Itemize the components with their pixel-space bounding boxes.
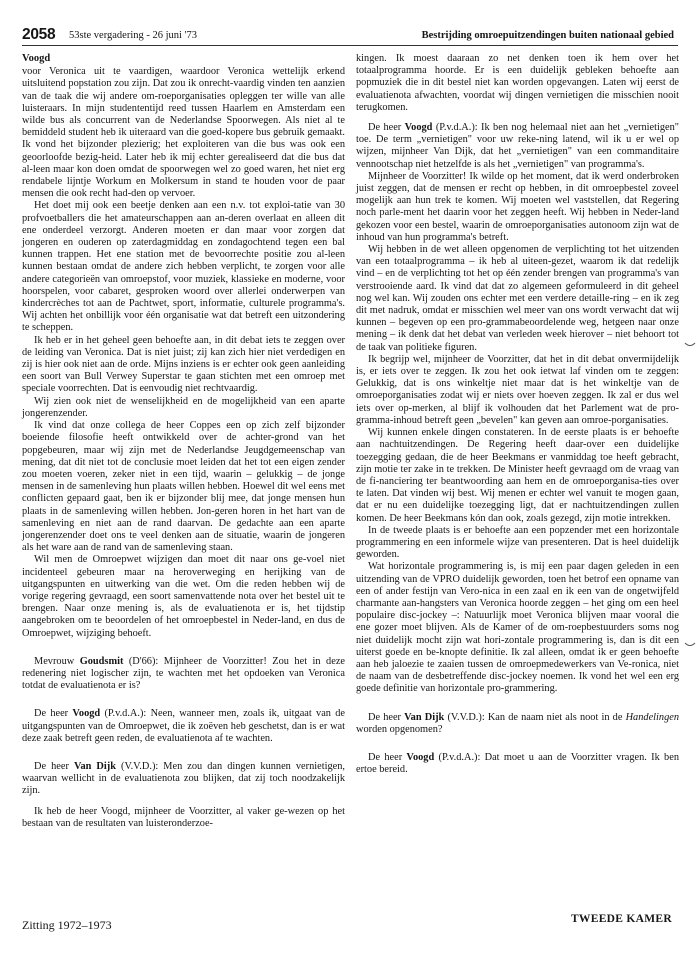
paragraph: Wij kunnen enkele dingen constateren. In de eerste plaats is er behoefte aan nachtuitzendingen. De Regering heeft daar-over een duidelijke toezegging gedaan, die de heer Beekmans er vanmiddag toe heeft gebracht, zijn motie ter zake in te trekken. De Minister heeft gevraagd om de vraag van de fi-nanciering ter beantwoording aan hem en de omroeporganisa-ties over te laten. Dat vinden wij best. Wij menen er echter wel vanuit te mogen gaan, dat er nu een duidelijke toezegging ligt, dat er nachtuitzendingen zullen komen. De heer Beekmans kón dan ook, zoals gezegd, zijn motie intrekken. (356, 427, 679, 524)
speaker-title: Mevrouw (34, 655, 80, 667)
paragraph: voor Veronica uit te vaardigen, waardoor Veronica wettelijk erkend uitsluitend popstation zou zijn. Dat zou ik onrecht-vaardig vinden ten aanzien van de taak die wij andere om-roeporganisaties opleggen ter wille van alle luisteraars. In mijn studententijd reed tussen Haarlem en Amsterdam een wilde bus als concurrent van de Nederlandse Spoorwegen. Als niet al te bemiddeld student heb ik uiteraard van die goed-kopere bus gebruik gemaakt. Ik vond het bijzonder plezierig; het exploiteren van die bus was ook een geoorloofde bezig-heid. Later heb ik mij echter gerealiseerd dat die bus dat al-leen maar kon doen omdat de spoorwegen wel zo goed waren, het niet erg rendabele lijntje Workum en Molkersum in stand te houden voor de paar mensen die ook recht had-den op vervoer. (22, 66, 345, 200)
paragraph-interjection (356, 122, 679, 171)
speaker-title: De heer (368, 751, 407, 763)
paragraph: Het doet mij ook een beetje denken aan een n.v. tot exploi-tatie van 30 profvoetballers die het amateurschappen aan an-deren overlaat en alleen dit ene onderdeel verzorgt. Anderen moeten er dan maar voor zorgen dat jongeren en ouderen op zaterdagmiddag en zondagochtend tegen een bal kunnen trappen. Het ene station met de bevoorrechte positie zou al-leen kunnen bestaan omdat de andere zich hebben verplicht, te zorgen voor alle andere categorieën van omroepstof, voor muziek, klassieke en moderne, voor hoorspelen, voor cabaret, gesproken woord over allerlei onderwerpen van kindercrèches tot aan de Pachtwet, sport, informatie, culturele programma's. Wij achten het onbillijk voor één organisatie wat dat betreft een uitzondering te scheppen. (22, 200, 345, 334)
page-number: 2058 (22, 26, 56, 43)
speaker-name: Voogd (72, 708, 101, 720)
speaker-title: De heer (368, 711, 405, 723)
paragraph: kingen. Ik moest daaraan zo net denken toen ik hem over het totaalprogramma hoorde. Er is een duidelijk gebleken behoefte aan popmuziek die in dit bestel niet kan worden opgevangen. Laten wij eerst de evaluatienota afwachten, voordat wij dingen vernietigen die misschien nooit terugkomen. (356, 53, 679, 113)
paragraph-interjection (356, 712, 679, 736)
speaker-name: Voogd (406, 751, 435, 763)
speaker-heading: Voogd (22, 53, 51, 64)
speech-text: (V.V.D.): Men zou dan dingen kunnen vernietigen, waarvan wellicht in de evaluatienota zou blijken, dat zij toch noodzakelijk zijn. (22, 760, 345, 797)
paragraph: Ik vind dat onze collega de heer Coppes een op zich zelf bijzonder boeiende filosofie heeft ontwikkeld over de achter-grond van het popgebeuren, maar wij zijn met de Nederlandse Jeugdgemeenschap van mening, dat dit niet tot de conclusie moet leiden dat het tot een eigen zender zou moeten voeren, zeker niet in een tijd, waarin – gelukkig – de jonge mensen in de samenleving hun plaats willen hebben. Hoewel dit wel eens met conflicten gepaard gaat, ben ik er bijzonder blij mee, dat jonge mensen hun plaats in de samenleving willen hebben. Jon-geren horen in het hart van de samenleving en niet aan de rand daarvan. De gedachte aan een aparte jongerenzender doet ons te veel denken aan de situatie, waarin de jongeren als het ware aan de rand van de samenleving staan. (22, 420, 345, 554)
speaker-name: Van Dijk (73, 760, 116, 772)
page-header (22, 26, 678, 44)
margin-mark (684, 640, 696, 648)
meeting-date: 53ste vergadering - 26 juni '73 (69, 30, 197, 41)
paragraph-interjection (22, 656, 345, 693)
paragraph-interjection (22, 708, 345, 745)
right-column (356, 53, 679, 776)
paragraph: Wij zien ook niet de wenselijkheid en de mogelijkheid van een aparte jongerenzender. (22, 395, 345, 419)
paragraph: Wij hebben in de wet alleen opgenomen de verplichting tot het uitzenden van een totaalprogramma – ik heb al uiteen-gezet, waarom ik dat redelijk vind – en de verplichting tot het op één zender brengen van programma's van verstrooiende aard. Ik vind dat dat zo algemeen geformuleerd in dit geheel nog wel kan. Wij zouden ons echter met een verdere detaille-ring – en ik zeg dit met nadruk, omdat er misschien wel meer van ons wordt verwacht dat wij kunnen – begeven op een pro-grammabeoordelende weg, hetgeen naar onze mening – ik denk dat het debat van verleden week hierover – niet behoort tot de taak van politieke figuren. (356, 244, 679, 353)
speech-text: (V.V.D.): Kan de naam niet als noot in de (444, 711, 626, 723)
paragraph: In de tweede plaats is er behoefte aan een popzender met een horizontale programmering en een informele wijze van presenteren. Dat is heel duidelijk geworden. (356, 524, 679, 561)
session-footer: Zitting 1972–1973 (22, 918, 112, 932)
margin-mark (684, 340, 696, 348)
speech-text: worden opgenomen? (356, 723, 443, 735)
speech-text: (P.v.d.A.): Ik ben nog helemaal niet aan het „vernietigen" toe. De term „vernietigen" voor uw reke-ning latend, wil ik u er wel op wijzen, mijnheer Van Dijk, dat het „vernietigen" van een commanditaire vennootschap niet hetzelfde is als het „vernietigen" van programma's. (356, 122, 679, 170)
header-rule (22, 45, 678, 46)
paragraph: Wil men de Omroepwet wijzigen dan moet dit naar ons ge-voel niet incidenteel gebeuren maar na heroverweging en herijking van de uitgangspunten en uitwerking van die wet. Om die reden hebben wij de vorige regering gevraagd, een soort samenvattende nota over het bestel uit te brengen. Naar onze mening is, als de evaluatienota er is, het tijdstip aangebroken om te beoordelen of het omroepbestel in Neder-land, en dus de Omroepwet, wijziging behoeft. (22, 554, 345, 639)
speech-text: (P.v.d.A.): Neen, wanneer men, zoals ik, uitgaat van de uitgangspunten van de Omroepwet, die ik zoëven heb geschetst, dan is er wat deze zaak betreft geen reden, de evaluatienota af te wachten. (22, 708, 345, 744)
speaker-name: Voogd (404, 122, 433, 134)
paragraph: Ik heb de heer Voogd, mijnheer de Voorzitter, al vaker ge-wezen op het bestaan van de resultaten van luisteronderzoe- (22, 805, 345, 829)
speaker-title: De heer (368, 122, 405, 134)
left-column (22, 53, 345, 830)
paragraph-interjection (22, 761, 345, 798)
speaker-name: Goudsmit (79, 655, 124, 667)
chamber-footer: TWEEDE KAMER (570, 913, 672, 925)
paragraph: Wat horizontale programmering is, is mij een paar dagen geleden in een uitzending van de VPRO duidelijk geworden, toen het betrof een opname van een of ander festijn van Vero-nica in een zaal en ik een van de ongetwijfeld charmante aan-hangsters van Veronica hoorde zeggen – het ging om een heel populaire disc-jockey –: Natuurlijk moet Veronica blijven maar vooral die ene gozer moet blijven. Als de Kamer of de om-roepbestuurders soms nog niet duidelijk mocht zijn wat hori-zontale programmering is, dan is dit een uiterst goede en be-knopte definitie. Ik zal alleen, omdat ik er geen behoefte aan heb jaloezie te zaaien tussen de omroepmedewerkers van Ve-ronica, niet de naam van de desbetreffende disc-jockey noemen. Ik vond het wel een erg goede definitie van horizontale pro-grammering. (356, 561, 679, 695)
speaker-name: Van Dijk (404, 711, 445, 723)
speaker-title: De heer (34, 708, 73, 720)
paragraph: Mijnheer de Voorzitter! Ik wilde op het moment, dat ik werd onderbroken juist zeggen, dat de mensen er recht op hebben, in dit omroepbestel zoveel mogelijk aan hun trek te komen. Wij moeten wel vaststellen, dat Regering noch parle-ment het daarin voor het zeggen heeft. Wij hebben in Neder-land gekozen voor een bestel, waarin de omroeporganisaties autonoom zijn wat de inhoud van hun programma's betreft. (356, 170, 679, 243)
speech-text: (D'66): Mijnheer de Voorzitter! Zou het in deze redenering niet logischer zijn, te wachten met het opdoeken van Veronica totdat de evaluatienota er is? (22, 655, 345, 692)
paragraph: Ik begrijp wel, mijnheer de Voorzitter, dat het in dit debat onvermijdelijk is, er iets over te zeggen. Ik zou het ook ietwat laf vinden om te zeggen: Gelukkig, dat is ons winkeltje niet maar dat is het winkeltje van de omroeporganisaties zodat wij er niets over hoeven zeggen. Ik zal er dus wel iets over op-merken, al blijf ik volhouden dat het Parlement wat de pro-gramma-inhoud betreft geen „bevelen" kan geven aan omroe-porganisaties. (356, 353, 679, 426)
section-title: Bestrijding omroepuitzendingen buiten nationaal gebied (421, 30, 674, 41)
speech-text: (P.v.d.A.): Dat moet u aan de Voorzitter vragen. Ik ben ertoe bereid. (356, 751, 679, 776)
paragraph-interjection (356, 752, 679, 776)
speaker-title: De heer (34, 760, 74, 772)
publication-title: Handelingen (625, 711, 680, 723)
paragraph: Ik heb er in het geheel geen behoefte aan, in dit debat iets te zeggen over de leiding van Veronica. Dat is niet juist; zij kan zich hier niet verdedigen en zij is hier ook niet aan de orde. Mijns inziens is er echter ook geen aanleiding een soort van Bull Verwey Superstar te gaan stichten met een omroep met speciale voorrechten. Dat is eenvoudig niet rechtvaardig. (22, 334, 345, 395)
